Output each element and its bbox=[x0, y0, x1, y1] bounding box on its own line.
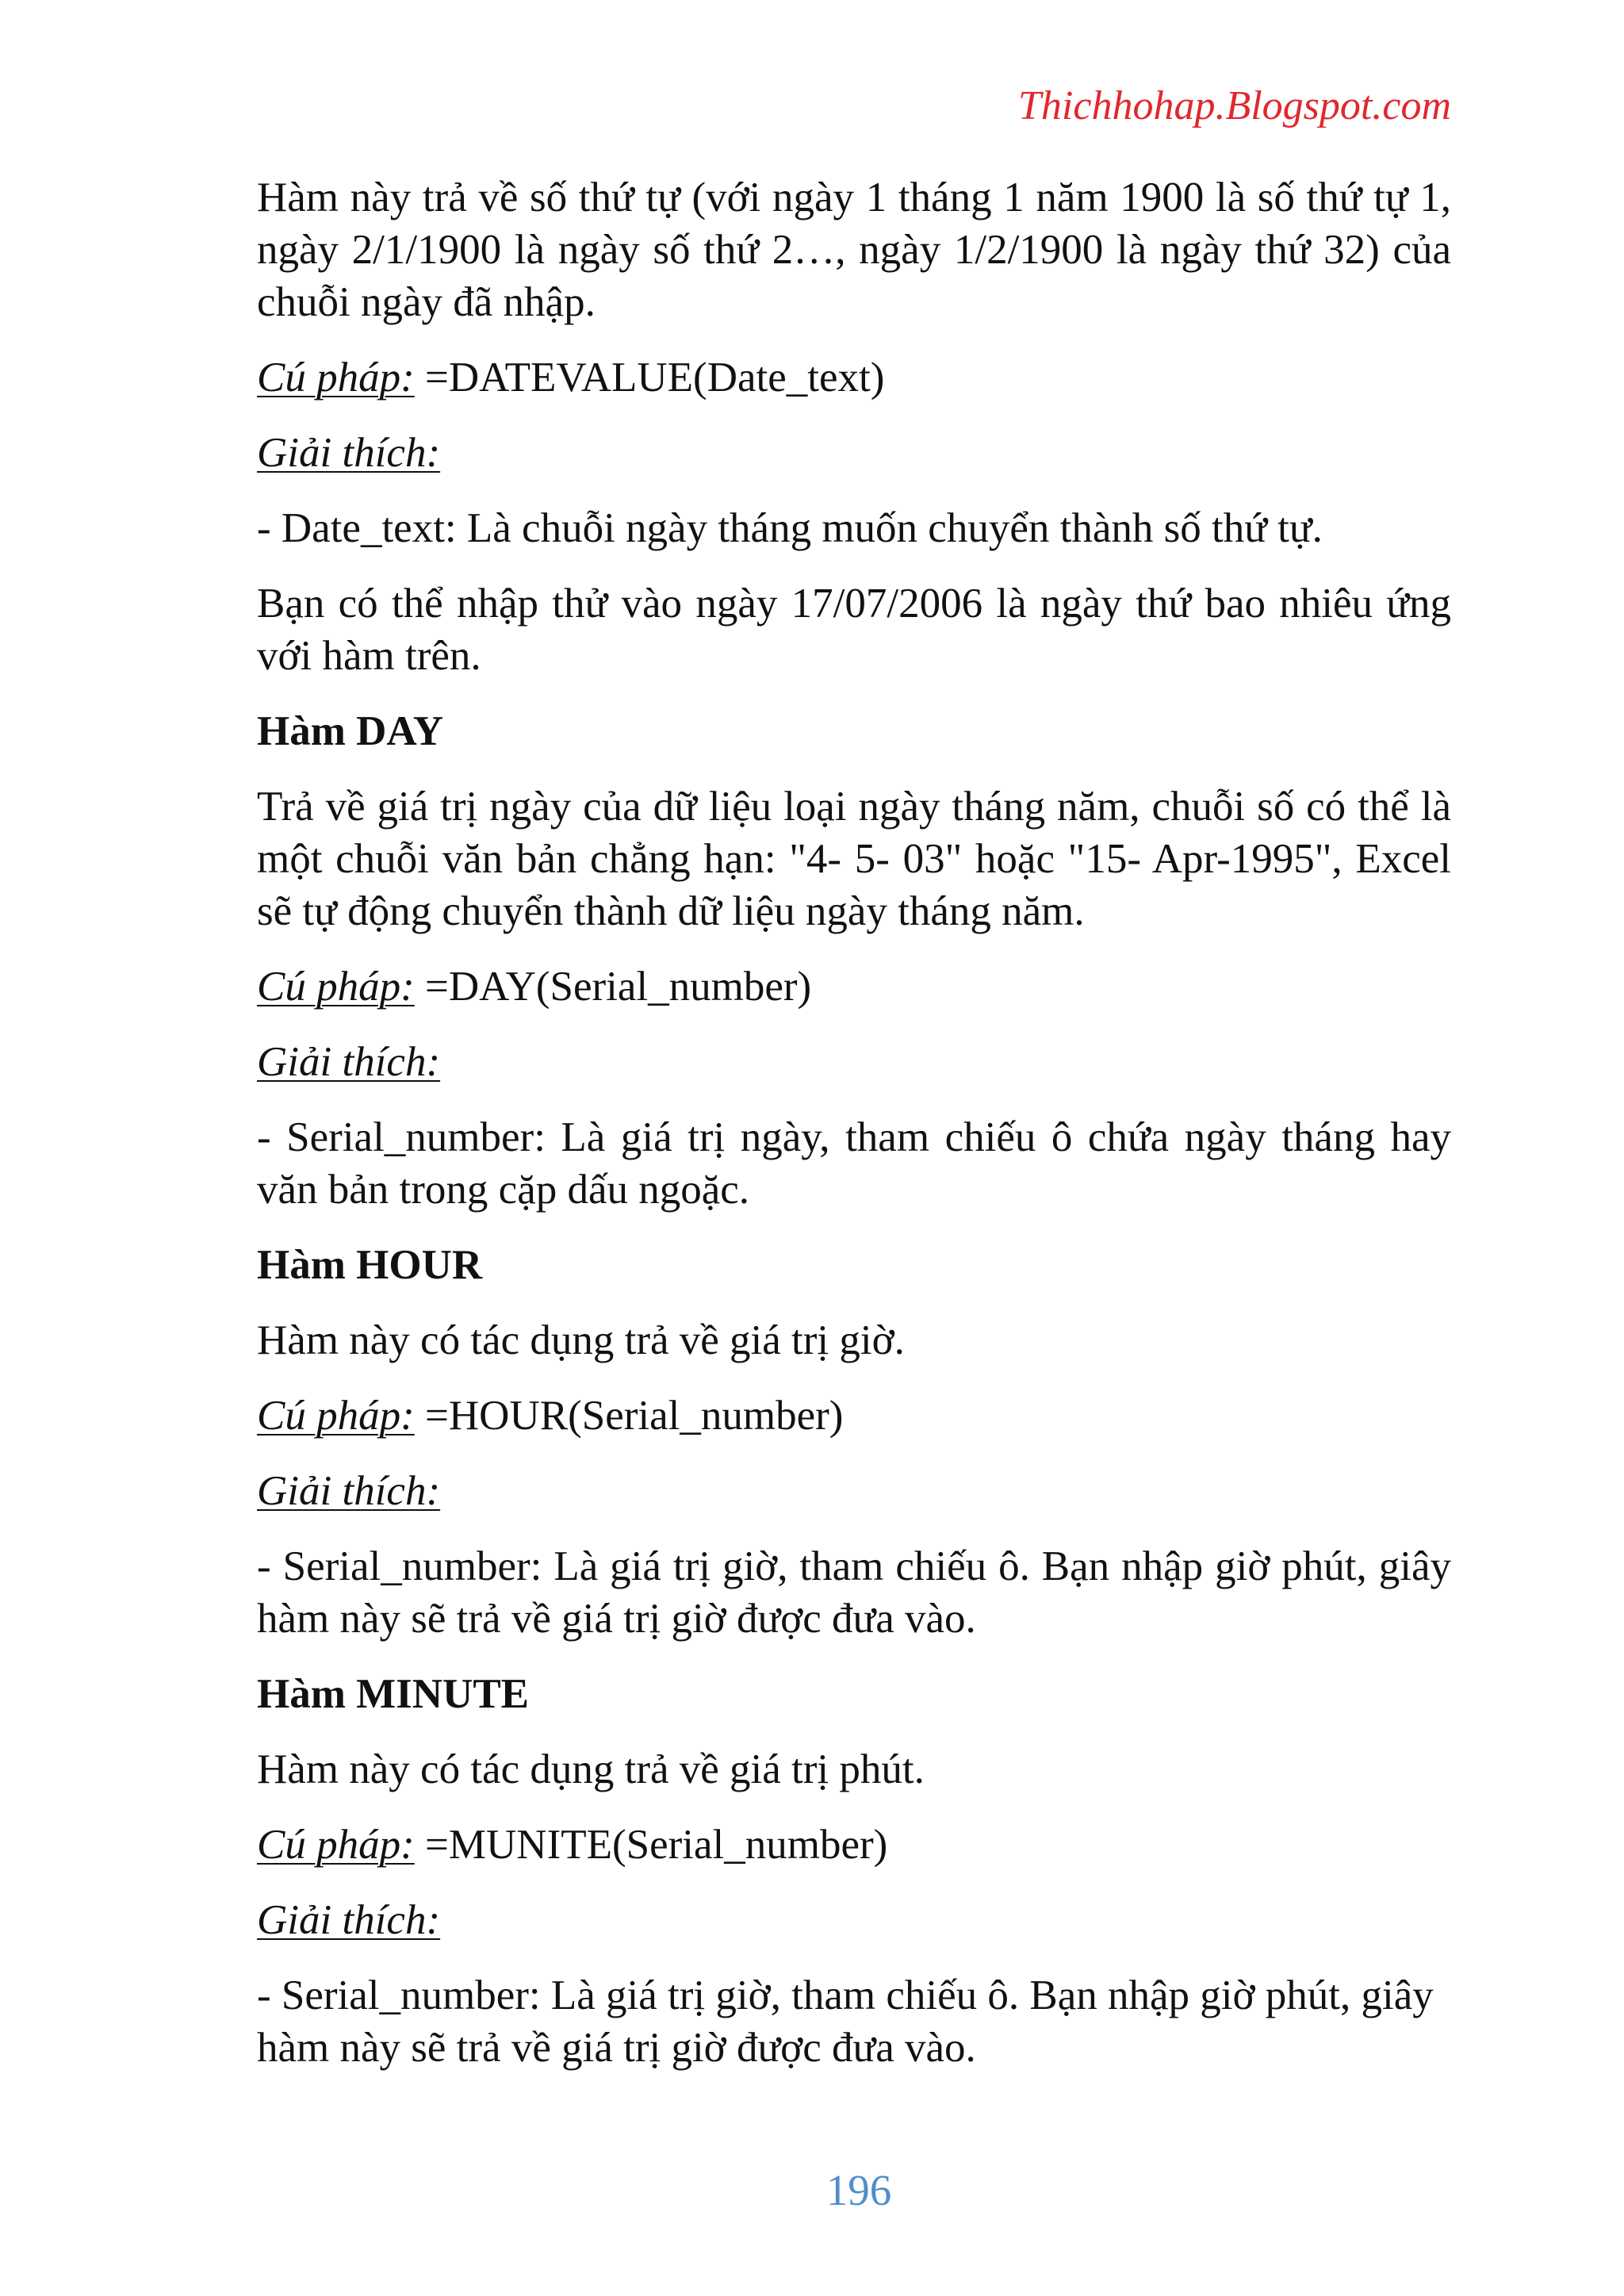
explain-label: Giải thích: bbox=[257, 1897, 441, 1943]
hour-syntax-line bbox=[257, 1389, 1451, 1442]
site-header: Thichhohap.Blogspot.com bbox=[1018, 83, 1451, 128]
syntax-formula: =DATEVALUE(Date_text) bbox=[414, 355, 885, 401]
day-explain-label-line bbox=[257, 1036, 1451, 1088]
page-content bbox=[257, 171, 1451, 2097]
syntax-formula: =MUNITE(Serial_number) bbox=[414, 1822, 888, 1868]
datevalue-syntax-line bbox=[257, 351, 1451, 404]
hour-explain-label-line bbox=[257, 1465, 1451, 1517]
day-param: - Serial_number: Là giá trị ngày, tham chiếu ô chứa ngày tháng hay văn bản trong cặp dấu ngoặc. bbox=[257, 1114, 1451, 1213]
datevalue-explain-label-line bbox=[257, 427, 1451, 479]
section-heading-minute: Hàm MINUTE bbox=[257, 1671, 530, 1717]
explain-label: Giải thích: bbox=[257, 1468, 441, 1514]
syntax-label: Cú pháp: bbox=[257, 964, 415, 1010]
section-heading-day: Hàm DAY bbox=[257, 708, 444, 754]
syntax-label: Cú pháp: bbox=[257, 1393, 415, 1439]
syntax-formula: =DAY(Serial_number) bbox=[414, 964, 812, 1010]
syntax-label: Cú pháp: bbox=[257, 355, 415, 401]
explain-label: Giải thích: bbox=[257, 1039, 441, 1085]
day-description: Trả về giá trị ngày của dữ liệu loại ngày tháng năm, chuỗi số có thể là một chuỗi văn bản chẳng hạn: "4- 5- 03" hoặc "15- Apr-1995", Excel sẽ tự động chuyển thành dữ liệu ngày tháng năm. bbox=[257, 784, 1451, 934]
syntax-formula: =HOUR(Serial_number) bbox=[414, 1393, 844, 1439]
explain-label: Giải thích: bbox=[257, 430, 441, 476]
hour-description: Hàm này có tác dụng trả về giá trị giờ. bbox=[257, 1317, 905, 1363]
datevalue-param: - Date_text: Là chuỗi ngày tháng muốn chuyển thành số thứ tự. bbox=[257, 505, 1323, 551]
hour-param: - Serial_number: Là giá trị giờ, tham chiếu ô. Bạn nhập giờ phút, giây hàm này sẽ trả về giá trị giờ được đưa vào. bbox=[257, 1543, 1451, 1642]
section-heading-hour: Hàm HOUR bbox=[257, 1242, 483, 1288]
syntax-label: Cú pháp: bbox=[257, 1822, 415, 1868]
minute-description: Hàm này có tác dụng trả về giá trị phút. bbox=[257, 1746, 925, 1792]
minute-syntax-line bbox=[257, 1819, 1451, 1871]
page-number: 196 bbox=[825, 2166, 892, 2214]
minute-param: - Serial_number: Là giá trị giờ, tham chiếu ô. Bạn nhập giờ phút, giây hàm này sẽ trả về giá trị giờ được đưa vào. bbox=[257, 1972, 1434, 2071]
minute-explain-label-line bbox=[257, 1894, 1451, 1946]
datevalue-note: Bạn có thể nhập thử vào ngày 17/07/2006 là ngày thứ bao nhiêu ứng với hàm trên. bbox=[257, 581, 1451, 679]
intro-paragraph: Hàm này trả về số thứ tự (với ngày 1 tháng 1 năm 1900 là số thứ tự 1, ngày 2/1/1900 là ngày số thứ 2…, ngày 1/2/1900 là ngày thứ 32) của chuỗi ngày đã nhập. bbox=[257, 174, 1451, 325]
day-syntax-line bbox=[257, 960, 1451, 1013]
